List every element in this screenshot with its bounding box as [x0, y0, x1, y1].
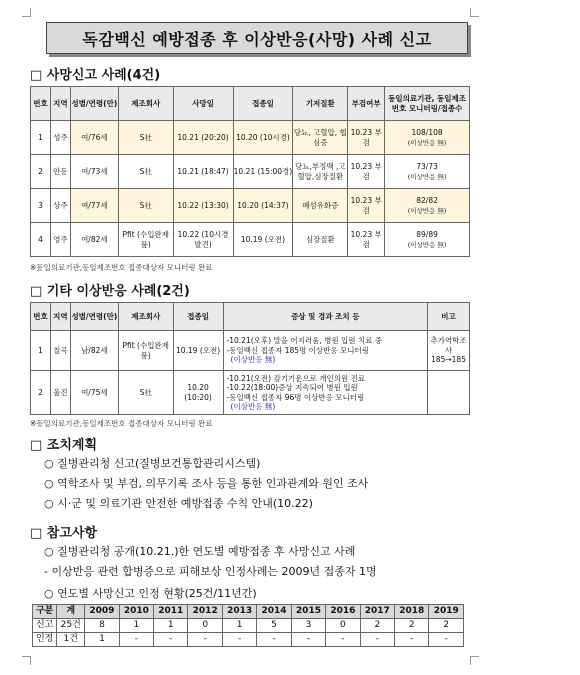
cell-maker: Pfit (수입완제품)	[118, 331, 173, 371]
stat-cell: 3	[291, 619, 325, 633]
cell-no: 2	[31, 155, 51, 189]
cell-symptoms	[223, 371, 427, 415]
cell-autopsy: 10.23 부검	[348, 223, 385, 257]
col-maker: 제조회사	[118, 303, 173, 331]
stat-header: 2014	[257, 605, 291, 619]
cell-monitor	[385, 189, 470, 223]
table-row	[33, 633, 464, 647]
stat-cell: 1	[85, 633, 119, 647]
stat-header: 2013	[222, 605, 256, 619]
cell-maker: S社	[118, 155, 173, 189]
cell-region: 성주	[50, 121, 70, 155]
col-sex-age: 성별/연령(만)	[70, 303, 118, 331]
col-disease: 기저질환	[293, 87, 348, 121]
stat-cell: 신고	[33, 619, 57, 633]
cell-vacc: 10.20 (10:20)	[173, 371, 223, 415]
stat-header: 2019	[429, 605, 464, 619]
table-row	[31, 331, 470, 371]
cell-symptoms	[223, 331, 427, 371]
cell-sex-age: 여/82세	[70, 223, 118, 257]
stat-cell: -	[291, 633, 325, 647]
section-reference-heading: □ 참고사항	[30, 526, 98, 541]
stat-header: 2011	[154, 605, 188, 619]
cell-sex-age: 여/75세	[70, 371, 118, 415]
cell-sex-age: 여/73세	[70, 155, 118, 189]
cell-disease: 당뇨,부정맥 ,고혈압,심장질환	[293, 155, 348, 189]
symptom-line: (이상반응 無)	[230, 401, 276, 411]
cell-vacc: 10.19 (오전)	[233, 223, 293, 257]
stat-header: 2009	[85, 605, 119, 619]
other-reaction-table	[30, 302, 470, 415]
stat-header: 계	[57, 605, 85, 619]
cell-autopsy: 10.23 부검	[348, 189, 385, 223]
col-no: 번호	[31, 303, 51, 331]
stat-header: 2017	[360, 605, 394, 619]
monitor-note: (이상반응 無)	[407, 206, 447, 215]
symptom-line: -10.21(오후) 말을 어지러움, 병원 입원 치료 중	[226, 336, 382, 346]
stat-header: 2012	[188, 605, 222, 619]
cell-no: 2	[31, 371, 51, 415]
col-maker: 제조회사	[118, 87, 173, 121]
section-action-plan-heading: □ 조치계획	[30, 438, 98, 453]
crop-mark	[470, 656, 479, 665]
crop-mark	[22, 656, 31, 665]
cell-sex-age: 남/82세	[70, 331, 118, 371]
monitor-note: (이상반응 無)	[407, 172, 447, 181]
cell-maker: Pfit (수입완제품)	[118, 223, 173, 257]
cell-maker: S社	[118, 371, 173, 415]
death-report-table	[30, 86, 470, 257]
col-no: 번호	[31, 87, 51, 121]
monitor-note: (이상반응 無)	[407, 138, 447, 147]
monitor-count: 82/82	[416, 196, 438, 206]
stat-cell: 1건	[57, 633, 85, 647]
cell-sex-age: 여/76세	[70, 121, 118, 155]
col-autopsy: 부검여부	[348, 87, 385, 121]
stat-cell: 1	[119, 619, 153, 633]
stat-header: 2018	[395, 605, 429, 619]
cell-region: 영주	[50, 223, 70, 257]
cell-region: 안동	[50, 155, 70, 189]
reference-item: - 이상반응 관련 합병증으로 피해보상 인정사례는 2009년 접종자 1명	[44, 565, 377, 578]
stat-cell: 인정	[33, 633, 57, 647]
cell-disease: 폐섬유화증	[293, 189, 348, 223]
col-sex-age: 성별/연령(만)	[70, 87, 118, 121]
stat-cell: 25건	[57, 619, 85, 633]
cell-monitor	[385, 223, 470, 257]
cell-disease: 심장질환	[293, 223, 348, 257]
cell-autopsy: 10.23 부검	[348, 121, 385, 155]
section-other-reactions-heading: □ 기타 이상반응 사례(2건)	[30, 284, 190, 299]
stat-cell: -	[119, 633, 153, 647]
stat-cell: 2	[360, 619, 394, 633]
symptom-line: -10.21(오전) 감기기운으로 개인의원 진료	[226, 373, 366, 383]
monitor-count: 108/108	[411, 128, 443, 138]
stat-cell: 2	[429, 619, 464, 633]
col-monitor: 동일의료기관, 동일제조번호 모니터링/접종수	[385, 87, 470, 121]
cell-monitor	[385, 121, 470, 155]
cell-maker: S社	[118, 189, 173, 223]
stat-cell: 1	[222, 619, 256, 633]
cell-remark: 추가역학조사 185→185	[427, 331, 469, 371]
stat-cell: 0	[188, 619, 222, 633]
table-row	[31, 189, 470, 223]
table-row	[33, 619, 464, 633]
table-row	[31, 121, 470, 155]
col-vacc-date: 접종일	[173, 303, 223, 331]
col-symptoms: 증상 및 경과 조치 등	[223, 303, 427, 331]
cell-no: 1	[31, 121, 51, 155]
cell-death: 10.22 (13:30)	[173, 189, 233, 223]
col-death-date: 사망일	[173, 87, 233, 121]
cell-vacc: 10.20 (14:37)	[233, 189, 293, 223]
stat-header: 2016	[326, 605, 360, 619]
section1-note: ※동일의료기관,동일제조번호 접종대상자 모니터링 완료	[30, 263, 213, 272]
document-title: 독감백신 예방접종 후 이상반응(사망) 사례 신고	[46, 22, 468, 54]
stat-cell: -	[429, 633, 464, 647]
cell-monitor	[385, 155, 470, 189]
cell-maker: S社	[118, 121, 173, 155]
stat-cell: -	[326, 633, 360, 647]
monitor-note: (이상반응 無)	[407, 240, 447, 249]
reference-item: ○ 질병관리청 공개(10.21.)한 연도별 예방접종 후 사망신고 사례	[44, 545, 356, 558]
monitor-count: 89/89	[416, 230, 438, 240]
stat-cell: -	[222, 633, 256, 647]
cell-sex-age: 여/77세	[70, 189, 118, 223]
cell-no: 3	[31, 189, 51, 223]
symptom-line: -10.22(18:00)증상 지속되어 병원 입원	[226, 383, 358, 393]
col-vacc-date: 접종일	[233, 87, 293, 121]
stat-cell: -	[154, 633, 188, 647]
section2-note: ※동일의료기관,동일제조번호 접종대상자 모니터링 완료	[30, 419, 213, 428]
stat-cell: -	[257, 633, 291, 647]
stat-cell: 1	[154, 619, 188, 633]
table-row	[31, 223, 470, 257]
cell-vacc: 10.21 (15:00경)	[233, 155, 293, 189]
stat-cell: 8	[85, 619, 119, 633]
cell-no: 1	[31, 331, 51, 371]
col-remark: 비고	[427, 303, 469, 331]
cell-disease: 당뇨, 고혈압, 협심증	[293, 121, 348, 155]
cell-autopsy: 10.23 부검	[348, 155, 385, 189]
reference-item: ○ 연도별 사망신고 인정 현황(25건/11년간)	[44, 587, 257, 600]
stat-header: 구분	[33, 605, 57, 619]
action-item: ○ 시·군 및 의료기관 안전한 예방접종 수칙 안내(10.22)	[44, 497, 313, 510]
stat-cell: 0	[326, 619, 360, 633]
action-item: ○ 질병관리청 신고(질병보건통합관리시스템)	[44, 457, 261, 470]
action-item: ○ 역학조사 및 부검, 의무기록 조사 등을 통한 인과관계와 원인 조사	[44, 477, 369, 490]
stat-cell: -	[395, 633, 429, 647]
crop-mark	[22, 8, 31, 17]
stat-cell: -	[188, 633, 222, 647]
col-region: 지역	[50, 303, 70, 331]
symptom-line: -동일백신 접종자 185명 이상반응 모니터링	[226, 345, 370, 355]
cell-no: 4	[31, 223, 51, 257]
stat-header: 2010	[119, 605, 153, 619]
table-row	[31, 155, 470, 189]
cell-region: 상주	[50, 189, 70, 223]
symptom-line: (이상반응 無)	[230, 355, 276, 365]
cell-death: 10.21 (20:20)	[173, 121, 233, 155]
crop-mark	[470, 8, 479, 17]
cell-death: 10.22 (10시경 발견)	[173, 223, 233, 257]
stat-cell: 5	[257, 619, 291, 633]
table-row	[31, 371, 470, 415]
cell-vacc: 10.20 (10시경)	[233, 121, 293, 155]
cell-death: 10.21 (18:47)	[173, 155, 233, 189]
section-death-reports-heading: □ 사망신고 사례(4건)	[30, 68, 161, 83]
stat-header: 2015	[291, 605, 325, 619]
cell-vacc: 10.19 (오전)	[173, 331, 223, 371]
cell-region: 칠곡	[50, 331, 70, 371]
symptom-line: -동일백신 접종자 96명 이상반응 모니터링	[226, 392, 365, 402]
cell-region: 울진	[50, 371, 70, 415]
col-region: 지역	[50, 87, 70, 121]
stat-cell: -	[360, 633, 394, 647]
cell-remark	[427, 371, 469, 415]
yearly-stats-table	[32, 604, 464, 647]
monitor-count: 73/73	[416, 162, 438, 172]
stat-cell: 2	[395, 619, 429, 633]
